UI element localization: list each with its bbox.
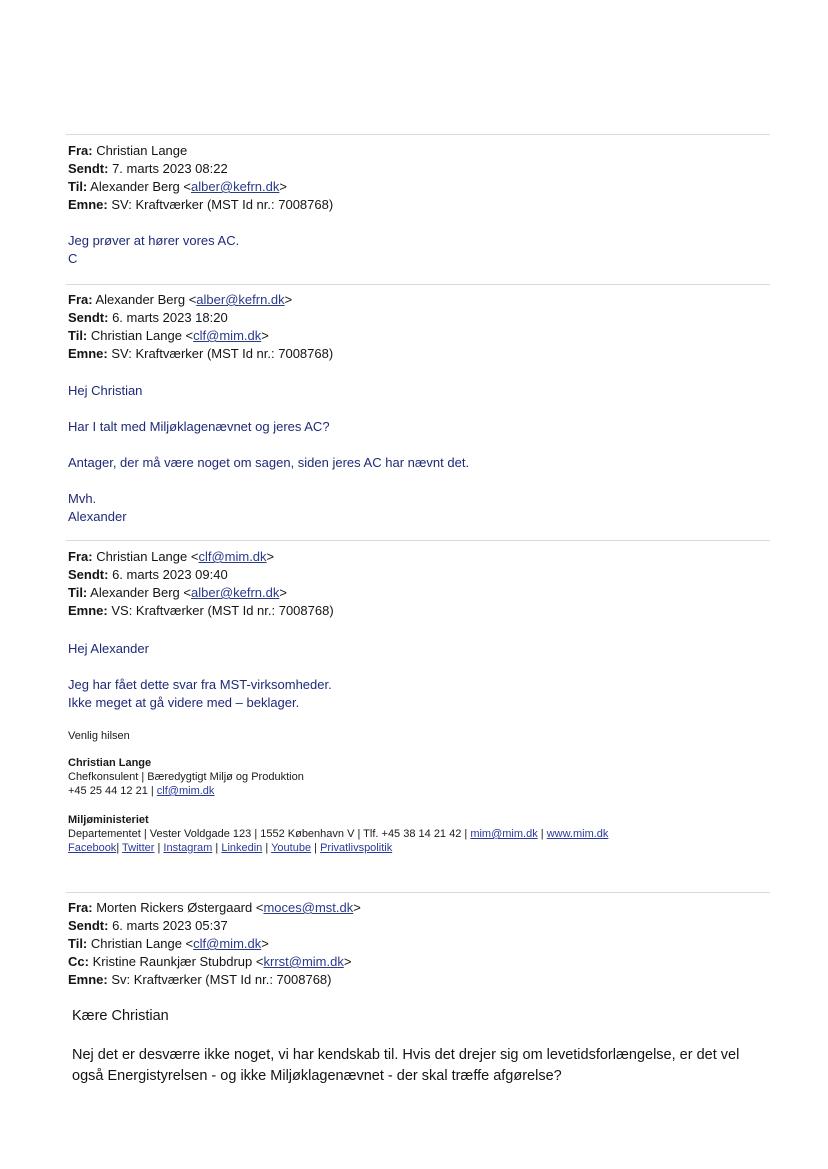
organization-email-link[interactable]: mim@mim.dk [470,828,538,840]
recipient-email-link[interactable]: alber@kefrn.dk [191,585,280,600]
signature-block: Christian Lange Chefkonsulent | Bæredygtigt Miljø og Produktion +45 25 44 12 21 | clf@mim.dk [68,757,304,797]
sent-date: 6. marts 2023 05:37 [112,918,228,933]
subject-text: SV: Kraftværker (MST Id nr.: 7008768) [111,346,334,361]
email-greeting-4: Kære Christian [72,1008,169,1024]
email-header-2: Fra: Alexander Berg <alber@kefrn.dk> Sendt: 6. marts 2023 18:20 Til: Christian Lange <clf@mim.dk> Emne: SV: Kraftværker (MST Id nr.: 7008768) [68,292,334,361]
sender-name: Christian Lange [96,143,188,158]
separator [66,540,770,541]
sender-email-link[interactable]: clf@mim.dk [198,549,267,564]
sent-date: 7. marts 2023 08:22 [112,161,228,176]
youtube-link[interactable]: Youtube [271,842,312,854]
signature-email-link[interactable]: clf@mim.dk [156,785,215,797]
signature-title: Chefkonsulent | Bæredygtigt Miljø og Produktion [68,771,304,783]
email-header-4: Fra: Morten Rickers Østergaard <moces@mst.dk> Sendt: 6. marts 2023 05:37 Til: Christian Lange <clf@mim.dk> Cc: Kristine Raunkjær Stubdrup <krrst@mim.dk> Emne: Sv: Kraftværker (MST Id nr.: 7008768) [68,900,361,987]
sender-email-link[interactable]: alber@kefrn.dk [196,292,285,307]
separator [66,134,770,135]
organization-block: Miljøministeriet Departementet | Vester Voldgade 123 | 1552 København V | Tlf. +45 38 14 21 42 | mim@mim.dk | www.mim.dk Facebook| Twitter | Instagram | Linkedin | Youtube | Privatlivspolitik [68,814,609,854]
cc-email-link[interactable]: krrst@mim.dk [263,954,344,969]
email-paragraph: Har I talt med Miljøklagenævnet og jeres AC? [68,419,330,434]
subject-text: Sv: Kraftværker (MST Id nr.: 7008768) [111,972,332,987]
organization-website-link[interactable]: www.mim.dk [546,828,609,840]
email-body-4: Nej det er desværre ikke noget, vi har kendskab til. Hvis det drejer sig om levetidsforlængelse, er det vel også Energistyrelsen - og ikke Miljøklagenævnet - der skal træffe afgørelse? [72,1047,740,1084]
subject-text: SV: Kraftværker (MST Id nr.: 7008768) [111,197,334,212]
email-greeting-3: Hej Alexander [68,641,149,656]
facebook-link[interactable]: Facebook [68,842,117,854]
recipient-email-link[interactable]: clf@mim.dk [193,936,262,951]
email-body-3: Jeg har fået dette svar fra MST-virksomheder. Ikke meget at gå videre med – beklager. [68,677,332,710]
email-header-3: Fra: Christian Lange <clf@mim.dk> Sendt: 6. marts 2023 09:40 Til: Alexander Berg <alber@kefrn.dk> Emne: VS: Kraftværker (MST Id nr.: 7008768) [68,549,334,618]
sender-email-link[interactable]: moces@mst.dk [263,900,354,915]
email-body-1: Jeg prøver at hører vores AC. C [68,233,240,266]
separator [66,892,770,893]
signature-name: Christian Lange [68,757,152,769]
email-greeting-2: Hej Christian [68,383,143,398]
regards-text: Venlig hilsen [68,730,130,742]
sent-date: 6. marts 2023 09:40 [112,567,228,582]
recipient-email-link[interactable]: clf@mim.dk [193,328,262,343]
linkedin-link[interactable]: Linkedin [221,842,263,854]
organization-name: Miljøministeriet [68,814,149,826]
social-links: Facebook| Twitter | Instagram | Linkedin | Youtube | Privatlivspolitik [68,842,393,854]
twitter-link[interactable]: Twitter [122,842,155,854]
email-paragraph: Antager, der må være noget om sagen, siden jeres AC har nævnt det. [68,455,470,470]
privacy-policy-link[interactable]: Privatlivspolitik [320,842,393,854]
subject-text: VS: Kraftværker (MST Id nr.: 7008768) [111,603,334,618]
separator [66,284,770,285]
email-header-1: Fra: Christian Lange Sendt: 7. marts 2023 08:22 Til: Alexander Berg <alber@kefrn.dk> Emne: SV: Kraftværker (MST Id nr.: 7008768) [68,143,334,212]
recipient-email-link[interactable]: alber@kefrn.dk [191,179,280,194]
instagram-link[interactable]: Instagram [163,842,213,854]
sent-date: 6. marts 2023 18:20 [112,310,228,325]
email-closing: Mvh. Alexander [68,491,127,524]
